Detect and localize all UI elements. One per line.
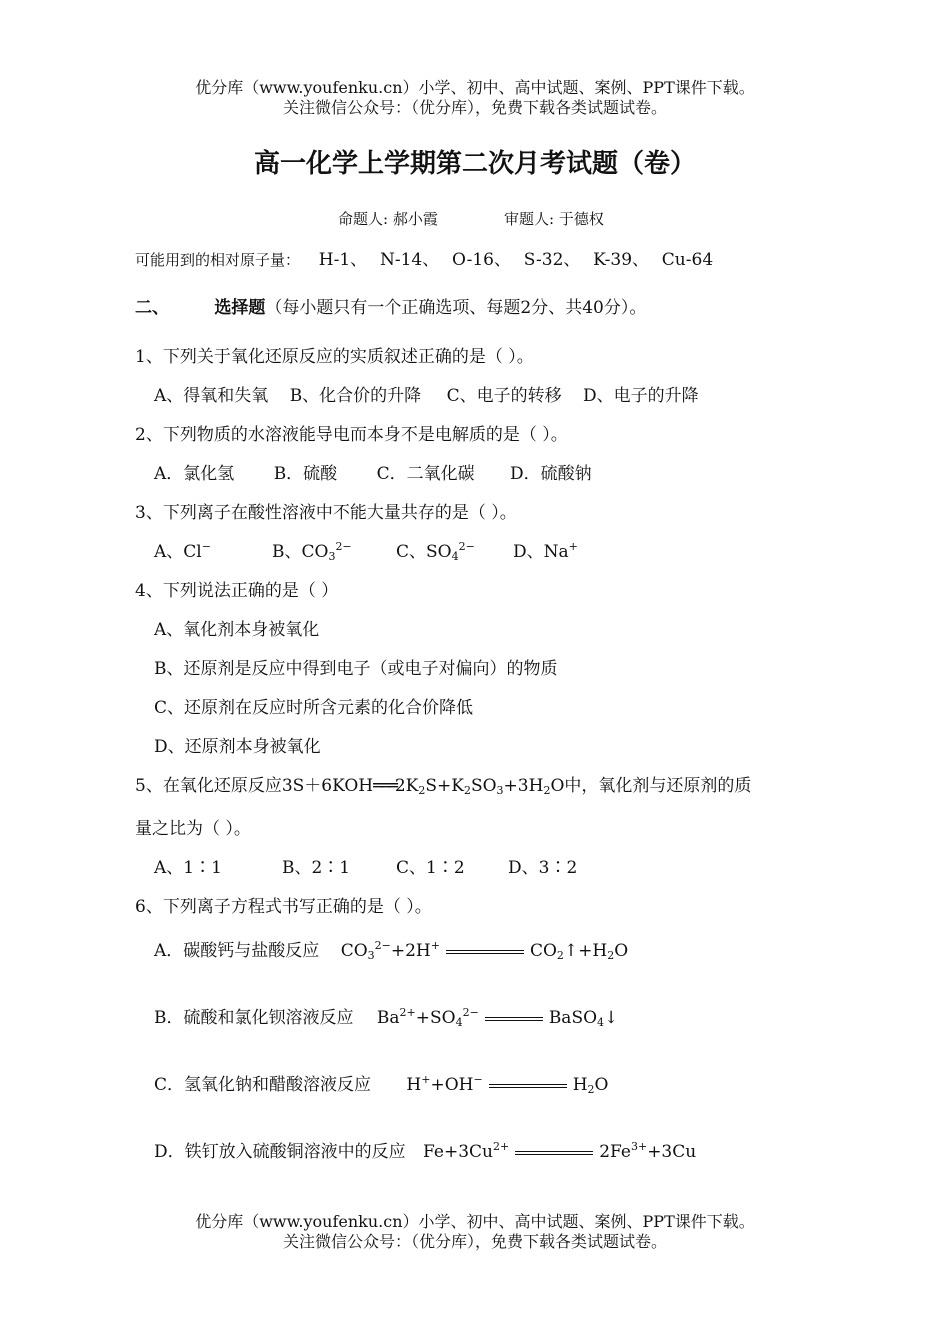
- q6-b-equals-bar: [485, 1017, 543, 1021]
- footer-line-2: 关注微信公众号：（优分库），免费下载各类试题试卷。: [282, 1232, 667, 1251]
- atomic-mass-h: H-1、: [318, 250, 368, 270]
- section-name: 选择题: [214, 298, 266, 318]
- q5-option-d: D、3∶2: [508, 858, 578, 878]
- q1-stem: 1、下列关于氧化还原反应的实质叙述正确的是（ ）。: [135, 347, 534, 367]
- atomic-mass-label: 可能用到的相对原子量：: [135, 251, 301, 269]
- atomic-mass-cu: Cu-64: [661, 250, 714, 270]
- section-heading: [135, 293, 646, 318]
- q1-option-c: C、电子的转移: [446, 386, 562, 406]
- q5-stem-line-1: 5、在氧化还原反应$3S+6KOH═══2K_2S+K_2SO_3+3H_2O$中，氧化剂与还原剂的质: [135, 776, 752, 797]
- q2-stem: 2、下列物质的水溶液能导电而本身不是电解质的是（ ）。: [135, 425, 568, 445]
- atomic-mass-o: O-16、: [452, 250, 511, 270]
- reviewer-label: 审题人: 于德权: [504, 210, 604, 228]
- q6-a-label: A．碳酸钙与盐酸反应: [154, 941, 320, 961]
- q5-options: [0, 853, 950, 877]
- q5-equals-sign: ═══: [373, 776, 395, 796]
- q5-option-c: C、1∶2: [396, 858, 465, 878]
- q6-c-label: C．氢氧化钠和醋酸溶液反应: [154, 1075, 372, 1095]
- q4-stem: 4、下列说法正确的是（ ）: [135, 581, 339, 601]
- q6-a-equation: $CO_3^{2-}+2H^+$ $CO_2↑+H_2O$: [340, 939, 629, 962]
- q3-stem: 3、下列离子在酸性溶液中不能大量共存的是（ ）。: [135, 503, 517, 523]
- q3-option-d: D、Na+: [513, 540, 578, 562]
- atomic-mass-k: K-39、: [593, 250, 650, 270]
- q6-b-equation: $Ba^{2+}+SO_4^{2-}$ BaSO$_4$↓: [376, 1006, 619, 1029]
- section-note: （每小题只有一个正确选项、每题2分、共40分）。: [265, 298, 647, 318]
- q6-c-equation: H++OH− $H_2O$: [406, 1073, 609, 1096]
- q4-option-d: D、还原剂本身被氧化: [154, 737, 321, 757]
- q4-option-c: C、还原剂在反应时所含元素的化合价降低: [154, 698, 474, 718]
- q6-stem: 6、下列离子方程式书写正确的是（ ）。: [135, 897, 432, 917]
- q1-option-a: A、得氧和失氧: [154, 386, 269, 406]
- q4-option-a: A、氧化剂本身被氧化: [154, 620, 320, 640]
- q3-options: [0, 537, 950, 561]
- section-number: 二、: [135, 298, 169, 318]
- footer-line-1: 优分库（www.youfenku.cn）小学、初中、高中试题、案例、PPT课件下载。: [195, 1212, 755, 1231]
- q2-option-b: B．硫酸: [273, 464, 338, 484]
- atomic-mass-n: N-14、: [379, 250, 440, 270]
- q5-option-b: B、2∶1: [282, 858, 351, 878]
- header-line-2: 关注微信公众号：（优分库），免费下载各类试题试卷。: [282, 98, 667, 117]
- q2-option-a: A．氯化氢: [154, 464, 235, 484]
- q3-option-c: C、$SO_4^{2-}$: [396, 540, 475, 563]
- q6-b-label: B．硫酸和氯化钡溶液反应: [154, 1008, 354, 1028]
- q6-option-d: [154, 1137, 696, 1162]
- q6-option-c: [154, 1070, 608, 1096]
- q1-options: [154, 381, 699, 406]
- q4-option-b: B、还原剂是反应中得到电子（或电子对偏向）的物质: [154, 659, 558, 679]
- q3-option-a: A、Cl−: [154, 540, 211, 562]
- q3-option-b: B、$CO_3^{2-}$: [272, 540, 352, 563]
- q1-option-b: B、化合价的升降: [289, 386, 422, 406]
- atomic-mass-s: S-32、: [523, 250, 581, 270]
- page-title: 高一化学上学期第二次月考试题（卷）: [253, 149, 696, 179]
- q5-stem-line-2: 量之比为（ ）。: [135, 819, 251, 839]
- q6-d-equation: $Fe+3Cu^{2+}$ $2Fe^{3+}+3Cu$: [423, 1140, 697, 1162]
- q5-option-a: A、1∶1: [154, 858, 222, 878]
- q6-option-a: [154, 936, 628, 962]
- q2-options: [154, 459, 592, 484]
- q6-c-equals-bar: [489, 1084, 567, 1088]
- header-line-1: 优分库（www.youfenku.cn）小学、初中、高中试题、案例、PPT课件下载。: [195, 78, 755, 97]
- setter-label: 命题人: 郝小霞: [338, 210, 438, 228]
- q1-option-d: D、电子的升降: [583, 386, 699, 406]
- q6-option-b: [154, 1003, 618, 1029]
- q2-option-c: C．二氧化碳: [376, 464, 475, 484]
- q6-a-equals-bar: [446, 950, 524, 954]
- q6-d-label: D．铁钉放入硫酸铜溶液中的反应: [154, 1142, 406, 1162]
- atomic-mass-line: [135, 245, 713, 270]
- q2-option-d: D．硫酸钠: [510, 464, 592, 484]
- q6-d-equals-bar: [515, 1151, 593, 1155]
